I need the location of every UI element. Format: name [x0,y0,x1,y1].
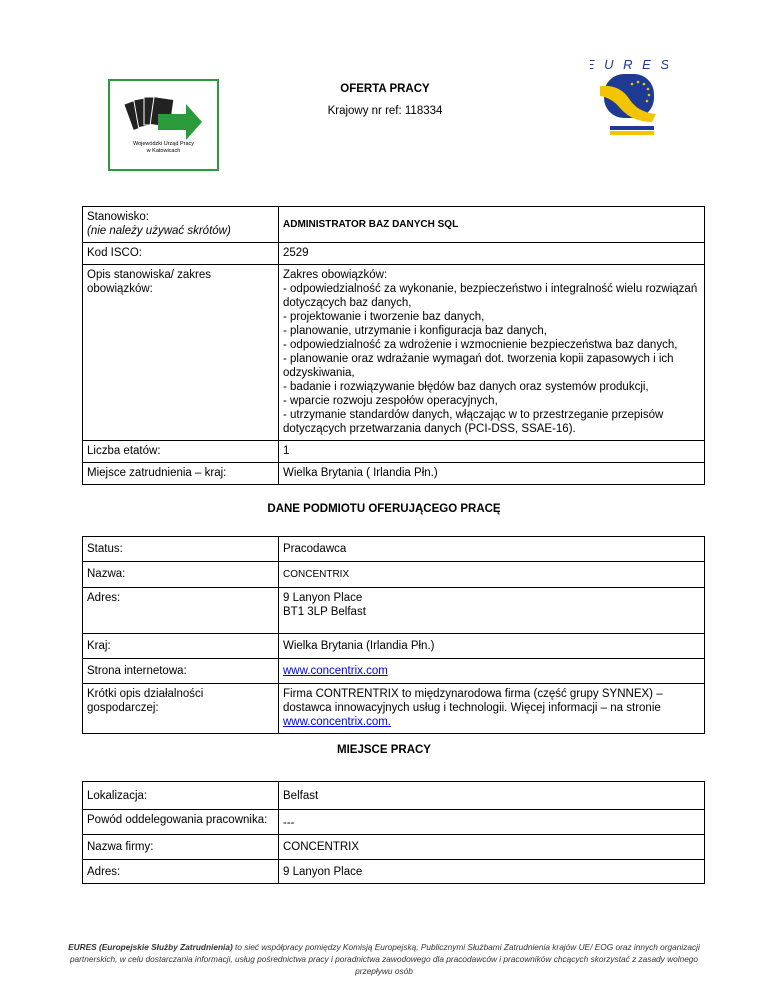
company-value: CONCENTRIX [279,835,705,860]
position-value [279,207,705,243]
place-value: Wielka Brytania ( Irlandia Płn.) [279,463,705,485]
table-row [83,207,705,243]
isco-value: 2529 [279,243,705,265]
footer-note [60,941,708,977]
name-value-text: CONCENTRIX [283,569,350,580]
svg-text:E U R E S: E U R E S [590,57,668,72]
website-link[interactable]: www.concentrix.com [283,665,388,677]
table-row [83,634,705,659]
table-row [83,588,705,634]
reason-label: Powód oddelegowania pracownika: [83,810,279,835]
wup-caption-line2: w Katowicach [146,148,181,154]
employer-section-title: DANE PODMIOTU OFERUJĄCEGO PRACĘ [267,503,501,515]
description-label: Opis stanowiska/ zakres obowiązków: [83,265,279,441]
address-value [279,588,705,634]
company-label: Nazwa firmy: [83,835,279,860]
footer-text: to sieć współpracy pomiędzy Komisją Europejską, Publicznymi Służbami Zatrudnienia krajów UE/ EOG oraz innych organizacji partnerskich, w celu dostarczania informacji, usług pośrednictwa pracy i poradnictwa zawodowego dla pracodawców i pracowników chcących skorzystać z zasady wolnego przepływu osób [69,942,700,976]
address-line: 9 Lanyon Place [283,592,363,604]
country-label: Kraj: [83,634,279,659]
posts-value: 1 [279,441,705,463]
description-line: - odpowiedzialność za wykonanie, bezpieczeństwo i integralność wielu rozwiązań dotyczących baz danych, [283,283,698,309]
description-line: - planowanie, utrzymanie i konfiguracja baz danych, [283,325,548,337]
eures-logo [590,56,668,142]
table-row [83,860,705,884]
table-row [83,810,705,835]
reason-value: --- [279,810,705,835]
posts-label: Liczba etatów: [83,441,279,463]
table-row [83,463,705,485]
wup-caption-line1: Wojewódzki Urząd Pracy [132,141,195,147]
activity-label: Krótki opis działalności gospodarczej: [83,684,279,734]
workplace-table [82,781,705,884]
workplace-address-value: 9 Lanyon Place [279,860,705,884]
country-value: Wielka Brytania (Irlandia Płn.) [279,634,705,659]
status-value: Pracodawca [279,537,705,562]
cards-arrow-icon [124,90,204,144]
description-line: - planowanie oraz wdrażanie wymagań dot. tworzenia kopii zapasowych i ich odzyskiwania, [283,353,674,379]
name-value [279,562,705,588]
position-label [83,207,279,243]
page-title: OFERTA PRACY [340,83,430,95]
position-label-note: (nie należy używać skrótów) [87,225,231,237]
footer-bold: EURES (Europejskie Służby Zatrudnienia) [68,942,233,952]
location-value: Belfast [279,782,705,810]
status-label: Status: [83,537,279,562]
table-row [83,562,705,588]
description-line: - utrzymanie standardów danych, włączając w to przestrzeganie przepisów dotyczących przetwarzania danych (PCI-DSS, SSAE-16). [283,409,664,435]
description-line: - projektowanie i tworzenie baz danych, [283,311,485,323]
website-value [279,659,705,684]
address-line: BT1 3LP Belfast [283,606,366,618]
description-line: Zakres obowiązków: [283,269,388,281]
table-row [83,537,705,562]
activity-text: Firma CONTRENTRIX to międzynarodowa firma (część grupy SYNNEX) – dostawca innowacyjnych usług i technologii. Więcej informacji – na stronie [283,688,663,714]
wup-logo [108,79,219,171]
activity-link[interactable]: www.concentrix.com. [283,716,392,728]
table-row [83,659,705,684]
activity-value [279,684,705,734]
description-line: - badanie i rozwiązywanie błędów baz danych oraz systemów produkcji, [283,381,649,393]
table-row [83,782,705,810]
table-row [83,265,705,441]
website-label: Strona internetowa: [83,659,279,684]
eures-emblem-icon [590,56,668,142]
table-row [83,835,705,860]
table-row [83,684,705,734]
table-row [83,243,705,265]
description-value [279,265,705,441]
description-line: - wparcie rozwoju zespołów operacyjnych, [283,395,498,407]
address-label: Adres: [83,588,279,634]
reference-number: Krajowy nr ref: 118334 [327,105,443,117]
workplace-address-label: Adres: [83,860,279,884]
position-label-text: Stanowisko: [87,211,150,223]
isco-label: Kod ISCO: [83,243,279,265]
workplace-section-title: MIEJSCE PRACY [337,744,431,756]
description-line: - odpowiedzialność za wdrożenie i wzmocnienie bezpieczeństwa baz danych, [283,339,678,351]
job-table [82,206,705,485]
position-value-text: ADMINISTRATOR BAZ DANYCH SQL [283,218,459,230]
employer-table [82,536,705,734]
name-label: Nazwa: [83,562,279,588]
location-label: Lokalizacja: [83,782,279,810]
table-row [83,441,705,463]
place-label: Miejsce zatrudnienia – kraj: [83,463,279,485]
